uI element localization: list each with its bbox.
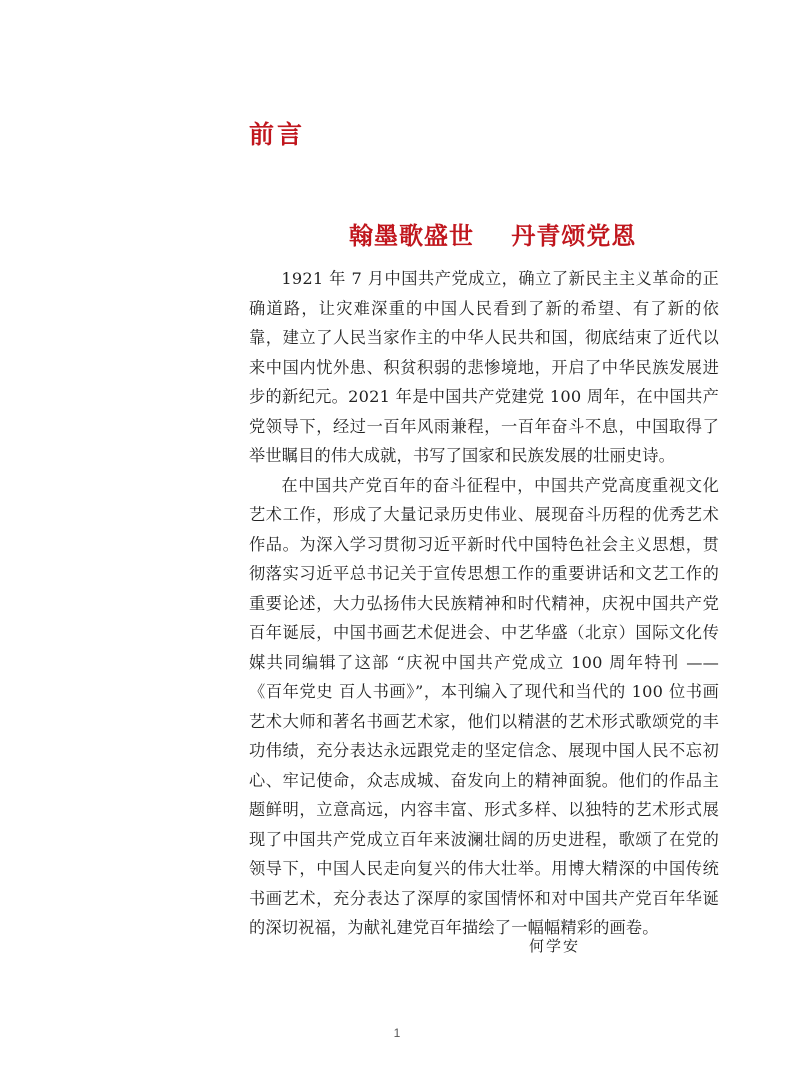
author-signature: 何学安 [529,937,581,955]
paragraph-1: 1921 年 7 月中国共产党成立，确立了新民主主义革命的正确道路，让灾难深重的中国人民看到了新的希望、有了新的依靠，建立了人民当家作主的中华人民共和国，彻底结束了近代以来中国内忧外患、积贫积弱的悲惨境地，开启了中华民族发展进步的新纪元。2021 年是中国共产党建党 100 周年，在中国共产党领导下，经过一百年风雨兼程，一百年奋斗不息，中国取得了举世瞩目的伟大成就，书写了国家和民族发展的壮丽史诗。 [249,269,719,465]
page-number: 1 [393,1026,401,1040]
article-title: 翰墨歌盛世 丹青颂党恩 [349,221,637,250]
section-heading: 前言 [249,120,306,149]
body-text [249,264,719,943]
paragraph-2: 在中国共产党百年的奋斗征程中，中国共产党高度重视文化艺术工作，形成了大量记录历史伟业、展现奋斗历程的优秀艺术作品。为深入学习贯彻习近平新时代中国特色社会主义思想，贯彻落实习近平总书记关于宣传思想工作的重要讲话和文艺工作的重要论述，大力弘扬伟大民族精神和时代精神，庆祝中国共产党百年诞辰，中国书画艺术促进会、中艺华盛（北京）国际文化传媒共同编辑了这部 “庆祝中国共产党成立 100 周年特刊 ——《百年党史 百人书画》”，本刊编入了现代和当代的 100 位书画艺术大师和著名书画艺术家，他们以精湛的艺术形式歌颂党的丰功伟绩，充分表达永远跟党走的坚定信念、展现中国人民不忘初心、牢记使命，众志成城、奋发向上的精神面貌。他们的作品主题鲜明，立意高远，内容丰富、形式多样、以独特的艺术形式展现了中国共产党成立百年来波澜壮阔的历史进程，歌颂了在党的领导下，中国人民走向复兴的伟大壮举。用博大精深的中国传统书画艺术，充分表达了深厚的家国情怀和对中国共产党百年华诞的深切祝福，为献礼建党百年描绘了一幅幅精彩的画卷。 [249,475,719,937]
